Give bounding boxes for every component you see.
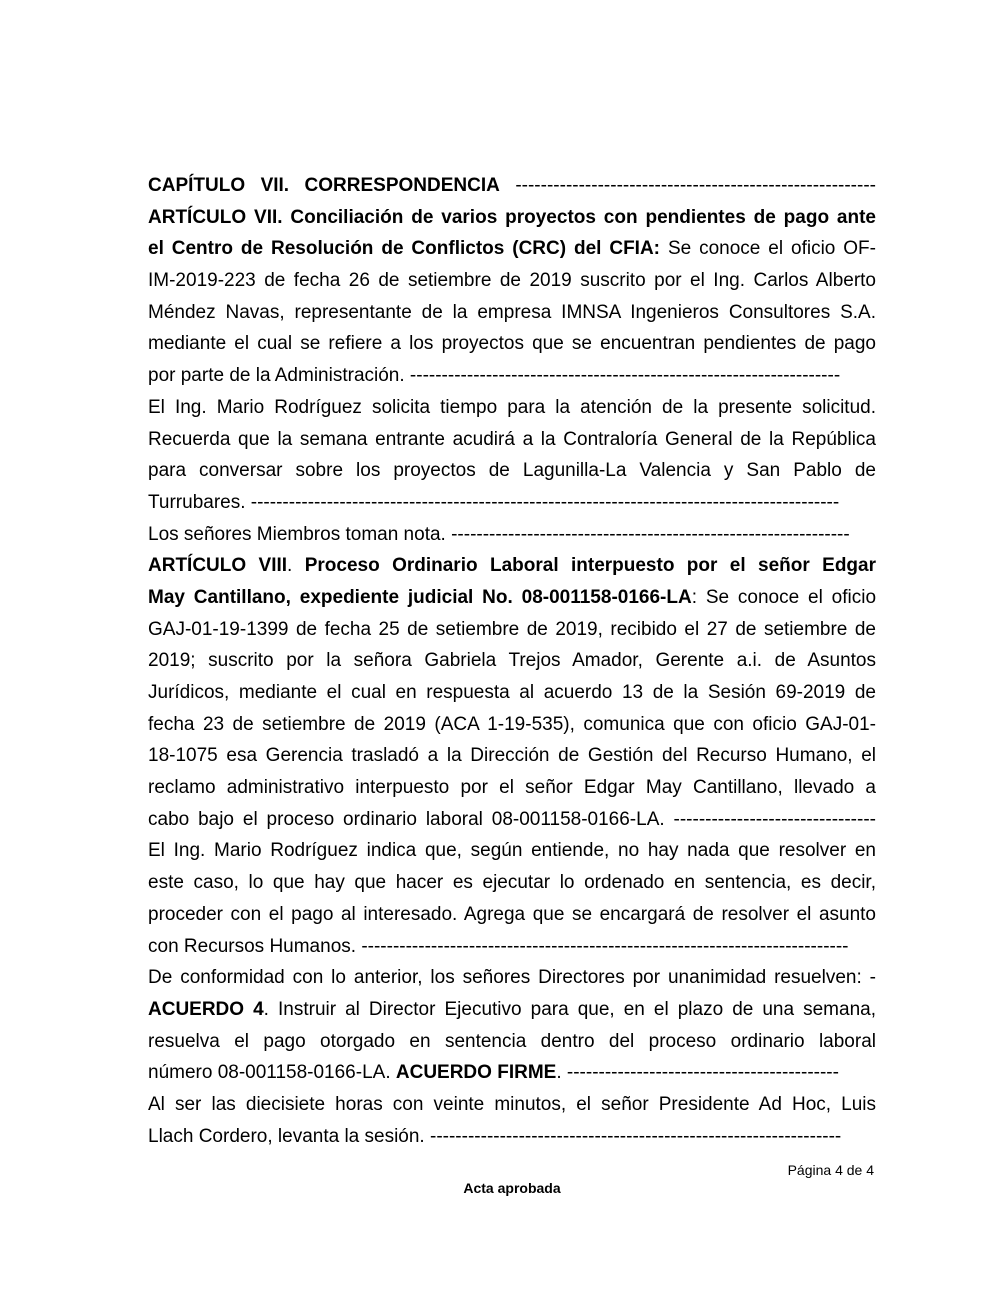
text-line — [148, 931, 876, 963]
text-line — [148, 360, 876, 392]
text-segment: --------------------------------------------------------- — [499, 175, 876, 196]
text-segment: . Instruir al Director Ejecutivo para que, en el plazo de una semana, — [263, 998, 876, 1020]
text-line — [148, 550, 876, 582]
text-segment: proceder con el pago al interesado. Agrega que se encargará de resolver el asunto — [148, 903, 876, 925]
text-segment: Recuerda que la semana entrante acudirá a la Contraloría General de la República — [148, 428, 876, 450]
text-segment: Al ser las diecisiete horas con veinte minutos, el señor Presidente Ad Hoc, Luis — [148, 1093, 876, 1115]
bold-text-segment: Proceso Ordinario Laboral interpuesto por el señor Edgar — [304, 555, 876, 577]
bold-text-segment: ACUERDO 4 — [148, 998, 264, 1020]
text-segment: Los señores Miembros toman nota. --------------------------------------------------------------- — [148, 523, 850, 545]
bold-text-segment: ARTÍCULO VIII — [148, 555, 288, 577]
text-line — [148, 424, 876, 456]
text-segment: resuelva el pago otorgado en sentencia dentro del proceso ordinario laboral — [148, 1030, 876, 1052]
text-segment: IM-2019-223 de fecha 26 de setiembre de 2019 suscrito por el Ing. Carlos Alberto — [148, 270, 876, 292]
bold-text-segment: ARTÍCULO VII. Conciliación de varios proyectos con pendientes de pago ante — [148, 206, 876, 228]
text-segment: . — [287, 555, 305, 577]
text-segment: Méndez Navas, representante de la empresa IMNSA Ingenieros Consultores S.A. — [148, 301, 876, 323]
text-line — [148, 772, 876, 804]
text-line — [148, 297, 876, 329]
text-segment: El Ing. Mario Rodríguez indica que, según entiende, no hay nada que resolver en — [148, 840, 876, 862]
bold-text-segment: CAPÍTULO VII. CORRESPONDENCIA — [148, 175, 500, 196]
text-line — [148, 392, 876, 424]
text-line — [148, 994, 876, 1026]
text-segment: este caso, lo que hay que hacer es ejecutar lo ordenado en sentencia, es decir, — [148, 872, 876, 894]
text-line — [148, 740, 876, 772]
text-segment: fecha 23 de setiembre de 2019 (ACA 1-19-535), comunica que con oficio GAJ-01- — [148, 713, 876, 735]
text-line — [148, 835, 876, 867]
text-line — [148, 1026, 876, 1058]
bold-text-segment: May Cantillano, expediente judicial No. 08-001158-0166-LA — [148, 586, 692, 608]
text-segment: Turrubares. --------------------------------------------------------------------------------------------- — [148, 491, 840, 513]
page-number: Página 4 de 4 — [787, 1162, 874, 1178]
text-segment: mediante el cual se refiere a los proyectos que se encuentran pendientes de pago — [148, 333, 876, 355]
text-line — [148, 614, 876, 646]
text-segment: cabo bajo el proceso ordinario laboral 08-001158-0166-LA. -------------------------------- — [148, 808, 876, 830]
text-line — [148, 899, 876, 931]
text-line — [148, 867, 876, 899]
text-line — [148, 804, 876, 836]
text-segment: para conversar sobre los proyectos de Lagunilla-La Valencia y San Pablo de — [148, 460, 876, 482]
minutes-body — [148, 170, 876, 1152]
text-line — [148, 487, 876, 519]
bold-text-segment: ACUERDO FIRME — [395, 1062, 557, 1084]
text-line — [148, 202, 876, 234]
text-segment: GAJ-01-19-1399 de fecha 25 de setiembre de 2019, recibido el 27 de setiembre de — [148, 618, 876, 640]
text-segment: con Recursos Humanos. ----------------------------------------------------------------------------- — [148, 935, 849, 957]
text-line — [148, 582, 876, 614]
text-line — [148, 709, 876, 741]
text-segment: reclamo administrativo interpuesto por el señor Edgar May Cantillano, llevado a — [148, 777, 876, 799]
text-line — [148, 1057, 876, 1089]
text-segment: Llach Cordero, levanta la sesión. ----------------------------------------------------------------- — [148, 1125, 842, 1147]
text-line — [148, 170, 876, 202]
text-segment: De conformidad con lo anterior, los señores Directores por unanimidad resuelven: - — [148, 967, 876, 989]
text-line — [148, 645, 876, 677]
text-line — [148, 455, 876, 487]
approval-status: Acta aprobada — [463, 1180, 561, 1196]
text-line — [148, 233, 876, 265]
text-segment: : Se conoce el oficio — [691, 586, 876, 608]
text-line — [148, 328, 876, 360]
text-segment: El Ing. Mario Rodríguez solicita tiempo para la atención de la presente solicitud. — [148, 396, 876, 418]
text-segment: número 08-001158-0166-LA. — [148, 1062, 396, 1084]
text-line — [148, 1121, 876, 1153]
text-segment: Jurídicos, mediante el cual en respuesta al acuerdo 13 de la Sesión 69-2019 de — [148, 682, 876, 703]
text-segment: . ------------------------------------------- — [556, 1062, 839, 1084]
text-segment: Se conoce el oficio OF- — [660, 238, 876, 260]
text-segment: por parte de la Administración. -------------------------------------------------------------------- — [148, 365, 841, 387]
text-segment: 2019; suscrito por la señora Gabriela Trejos Amador, Gerente a.i. de Asuntos — [148, 650, 876, 672]
text-line — [148, 1089, 876, 1121]
text-line — [148, 519, 876, 551]
bold-text-segment: el Centro de Resolución de Conflictos (CRC) del CFIA: — [148, 238, 661, 260]
text-line — [148, 677, 876, 709]
text-line — [148, 962, 876, 994]
text-line — [148, 265, 876, 297]
text-segment: 18-1075 esa Gerencia trasladó a la Dirección de Gestión del Recurso Humano, el — [148, 745, 876, 767]
